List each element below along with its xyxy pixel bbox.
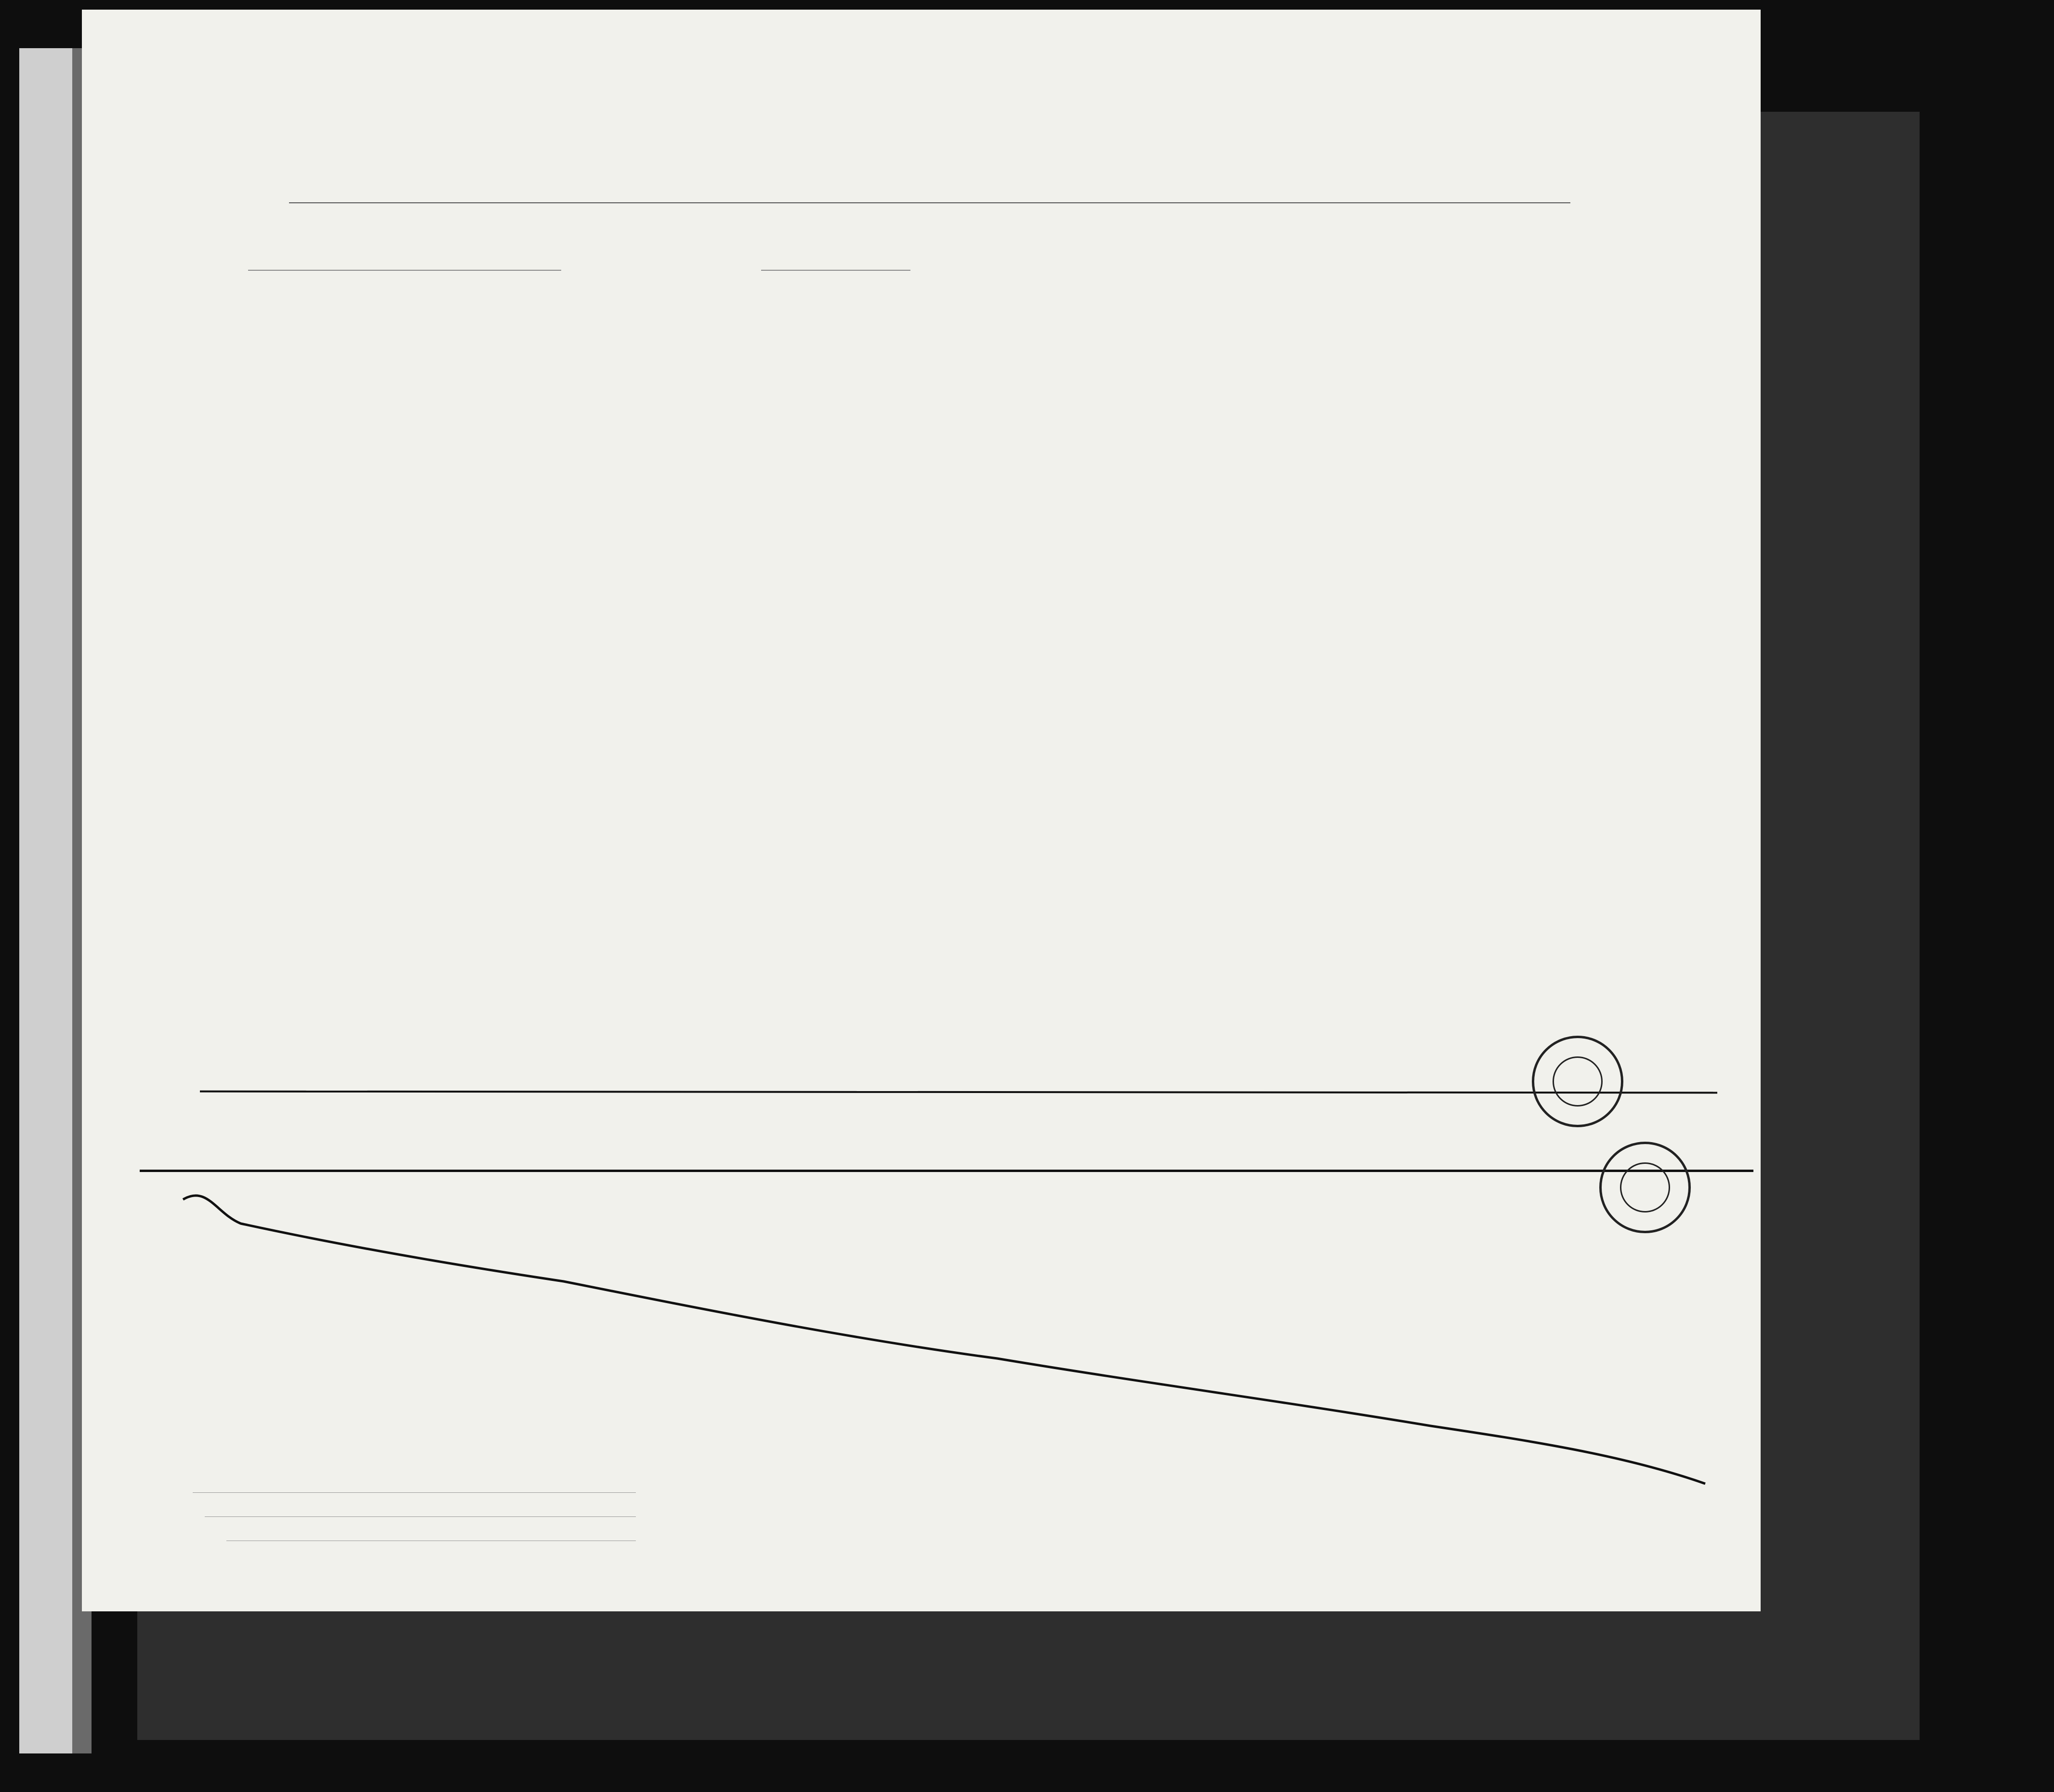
manifest-page <box>82 10 1761 1611</box>
manifest-footer <box>82 1479 1761 1604</box>
consulate-stamp <box>1532 1036 1623 1127</box>
eagle-seal-icon <box>1620 1162 1670 1212</box>
consulate-stamp <box>1599 1142 1691 1233</box>
footer-owners-rule <box>205 1516 636 1517</box>
binder-edge <box>19 48 72 1753</box>
cancel-line-empty-rows <box>82 10 1761 1611</box>
eagle-seal-icon <box>1553 1056 1603 1107</box>
footer-line-rule <box>193 1492 636 1493</box>
